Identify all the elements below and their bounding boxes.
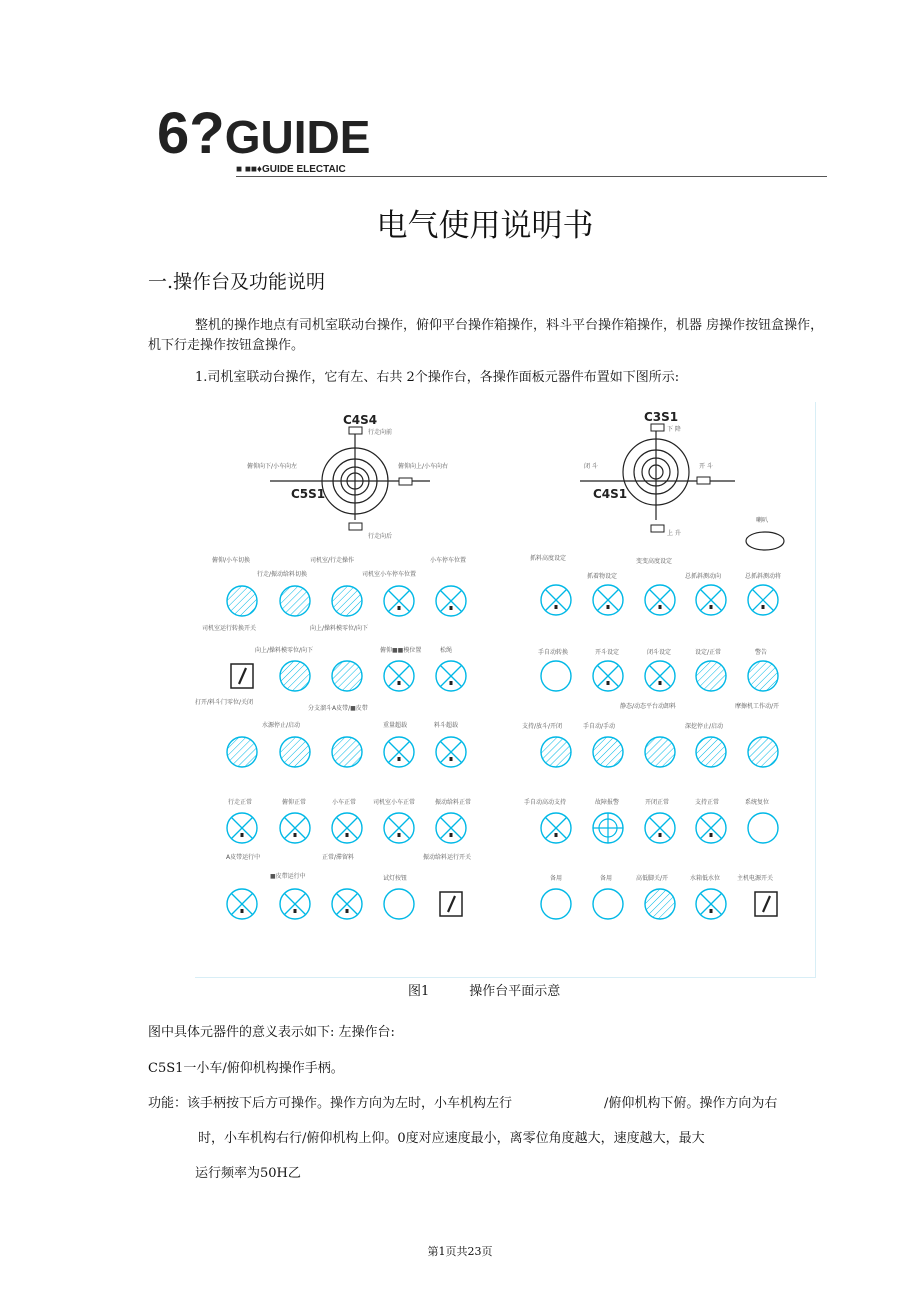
lp-r4-0: 行走正常 <box>228 799 253 806</box>
rp-r3-0: 支持/放斗/开闭 <box>522 723 563 730</box>
rp-r2-0: 手自动转换 <box>538 649 569 656</box>
left-panel-component-14 <box>436 737 466 767</box>
lp-r1b-1: 司机室小车停车位置 <box>362 571 417 578</box>
lp-r5-0: ■皮带运行中 <box>270 873 306 880</box>
rp-r2-2: 闭斗设定 <box>647 649 672 656</box>
right-joystick-label-left: 闭 斗 <box>584 463 598 470</box>
left-panel-component-16 <box>280 813 310 843</box>
lp-r4-bottom-2: 振动给料运行开关 <box>423 854 472 861</box>
rp-r1b-2: 总抓斜测动将 <box>745 573 782 580</box>
horn-button <box>746 532 784 550</box>
right-panel-component-24 <box>755 892 777 916</box>
left-panel-component-4 <box>436 586 466 616</box>
lp-r2-bottom-1: 分支溜斗A皮带/■皮带 <box>308 705 368 712</box>
right-joystick-label-right: 开 斗 <box>699 463 713 470</box>
lp-r4-1: 俯仰正常 <box>282 799 307 806</box>
left-panel-component-5 <box>231 664 253 688</box>
lp-r5-1: 试灯按钮 <box>383 875 408 882</box>
left-panel-component-19 <box>436 813 466 843</box>
rp-r2-3: 设定/正常 <box>695 649 722 656</box>
rp-r4-0: 手自动高动支持 <box>524 799 567 806</box>
right-panel-component-22 <box>645 889 675 919</box>
left-panel-component-18 <box>384 813 414 843</box>
lp-r4-2: 小车正常 <box>332 799 357 806</box>
left-panel-component-8 <box>384 661 414 691</box>
left-panel-component-17 <box>332 813 362 843</box>
left-joystick-label-bottom: 行走向后 <box>368 533 393 540</box>
right-panel-component-13 <box>696 737 726 767</box>
left-joystick-label-left: 俯仰向下/小车向左 <box>247 463 298 470</box>
left-panel-component-23 <box>384 889 414 919</box>
right-panel-component-3 <box>696 585 726 615</box>
right-panel-component-19 <box>748 813 778 843</box>
console-components <box>227 585 778 919</box>
right-panel-component-17 <box>645 813 675 843</box>
lp-r1-bottom-1: 向上/操料模零位/向下 <box>310 625 369 632</box>
left-panel-component-7 <box>332 661 362 691</box>
rp-r4-2: 开闭正常 <box>645 799 670 806</box>
rp-r4-1: 故障报警 <box>595 799 620 806</box>
rp-r1a-1: 变变高度设定 <box>636 558 673 565</box>
lp-r4-3: 司机室小车正常 <box>373 799 416 806</box>
left-panel-component-12 <box>332 737 362 767</box>
horn-label: 喇叭 <box>756 517 769 524</box>
left-joystick <box>270 427 430 530</box>
left-joystick-label-top: 行走向前 <box>368 429 393 436</box>
left-panel-component-22 <box>332 889 362 919</box>
right-panel-component-12 <box>645 737 675 767</box>
intro-paragraph: 整机的操作地点有司机室联动台操作，俯仰平台操作箱操作，料斗平台操作箱操作，机器 房操作按钮盒操作，机下行走操作按钮盒操作。 <box>148 318 824 353</box>
right-panel-component-10 <box>541 737 571 767</box>
right-panel-component-6 <box>593 661 623 691</box>
lp-r3-2: 料斗超载 <box>434 722 459 729</box>
function-line-3: 运行频率为50H乙 <box>195 1166 301 1181</box>
left-panel-component-2 <box>332 586 362 616</box>
left-panel-component-3 <box>384 586 414 616</box>
lp-r1b-0: 行走/振动给料切换 <box>257 571 308 578</box>
logo-word: GUIDE <box>224 111 371 163</box>
rp-r5-4: 主机电源开关 <box>737 875 774 882</box>
lp-r1a-1: 司机室/行走操作 <box>310 557 355 564</box>
rp-r2-bottom-0: 静态/动态平台动卸料 <box>620 703 677 710</box>
document-title: 电气使用说明书 <box>376 208 594 244</box>
right-panel-component-21 <box>593 889 623 919</box>
left-panel-component-1 <box>280 586 310 616</box>
right-panel-component-0 <box>541 585 571 615</box>
right-panel-component-5 <box>541 661 571 691</box>
right-panel-component-4 <box>748 585 778 615</box>
right-panel-component-18 <box>696 813 726 843</box>
lp-r4-bottom-1: 正常/滞留料 <box>322 854 355 861</box>
rp-r3-1: 手自动/手动 <box>583 723 616 730</box>
rp-r2-4: 警告 <box>755 649 768 656</box>
right-panel-component-7 <box>645 661 675 691</box>
function-line-1b: /俯仰机构下俯。操作方向为右 <box>604 1096 778 1111</box>
rp-r5-3: 水箱低水位 <box>690 875 721 882</box>
rp-r5-0: 备用 <box>550 875 563 882</box>
logo-subtitle: ■ ■■♦GUIDE ELECTAIC <box>236 164 346 175</box>
rp-r1b-0: 抓着物设定 <box>587 573 618 580</box>
right-joystick-code-left: C4S1 <box>593 487 628 501</box>
function-line-1a: 功能：该手柄按下后方可操作。操作方向为左时，小车机构左行 <box>148 1096 513 1111</box>
left-panel-component-13 <box>384 737 414 767</box>
left-panel-component-9 <box>436 661 466 691</box>
rp-r2-1: 开斗设定 <box>595 649 620 656</box>
left-joystick-label-right: 俯仰向上/小车向右 <box>398 463 449 470</box>
figure-caption-text: 操作台平面示意 <box>469 984 561 999</box>
figure-caption-number: 图1 <box>408 984 430 999</box>
lp-r1-bottom-0: 司机室运行转换开关 <box>202 625 257 632</box>
right-panel-component-1 <box>593 585 623 615</box>
section-heading: 一.操作台及功能说明 <box>148 271 326 293</box>
right-panel-component-11 <box>593 737 623 767</box>
left-panel-component-6 <box>280 661 310 691</box>
lp-r3-1: 重量超载 <box>383 722 408 729</box>
left-joystick-code-top: C4S4 <box>343 413 378 427</box>
right-panel-component-23 <box>696 889 726 919</box>
lp-r3-0: 水源停止/启动 <box>262 722 301 729</box>
left-panel-component-21 <box>280 889 310 919</box>
lp-r2-2: 松绳 <box>440 647 453 654</box>
right-joystick-label-top: 下 降 <box>667 426 681 433</box>
right-panel-component-2 <box>645 585 675 615</box>
meaning-line: 图中具体元器件的意义表示如下: 左操作台: <box>148 1025 395 1040</box>
left-joystick-code-left: C5S1 <box>291 487 326 501</box>
left-panel-component-15 <box>227 813 257 843</box>
lp-r2-0: 向上/操料模零位/向下 <box>255 647 314 654</box>
left-panel-component-0 <box>227 586 257 616</box>
lp-r2-bottom-0: 打开/料斗门零位/关闭 <box>195 699 254 706</box>
lp-r2-1: 俯仰■■模位置 <box>380 647 422 654</box>
lp-r1a-2: 小车停车位置 <box>430 557 467 564</box>
rp-r5-1: 备用 <box>600 875 613 882</box>
rp-r5-2: 高低脚关/开 <box>636 875 669 882</box>
rp-r4-4: 系统复位 <box>745 799 770 806</box>
right-panel-component-16 <box>593 813 623 843</box>
rp-r4-3: 支持正常 <box>695 799 720 806</box>
page-footer: 第1页共23页 <box>427 1245 493 1258</box>
left-panel-component-10 <box>227 737 257 767</box>
figure-caption <box>408 980 600 999</box>
right-panel-component-14 <box>748 737 778 767</box>
rp-r1a-0: 抓料高度设定 <box>530 555 567 562</box>
lp-r4-bottom-0: A皮带运行中 <box>226 854 261 861</box>
lp-r1a-0: 俯仰/小车切换 <box>212 557 251 564</box>
right-joystick-label-bottom: 上 升 <box>667 530 681 537</box>
rp-r1b-1: 总抓斜测动向 <box>685 573 722 580</box>
function-line-2: 时，小车机构右行/俯仰机构上仰。0度对应速度最小，离零位角度越大，速度越大，最大 <box>198 1131 705 1146</box>
right-joystick-code-top: C3S1 <box>644 410 679 424</box>
right-panel-component-15 <box>541 813 571 843</box>
rp-r3-2: 深挖停止/启动 <box>685 723 724 730</box>
left-panel-component-11 <box>280 737 310 767</box>
right-panel-component-9 <box>748 661 778 691</box>
logo-prefix: 6? <box>157 101 225 166</box>
left-panel-component-20 <box>227 889 257 919</box>
rp-r2-bottom-1: 摩擦机工作动/开 <box>735 703 780 710</box>
item1-paragraph: 1.司机室联动台操作，它有左、右共 2个操作台，各操作面板元器件布置如下图所示: <box>195 370 680 385</box>
right-panel-component-8 <box>696 661 726 691</box>
right-panel-component-20 <box>541 889 571 919</box>
c5s1-line: C5S1一小车/俯仰机构操作手柄。 <box>148 1061 344 1076</box>
left-panel-component-24 <box>440 892 462 916</box>
lp-r4-4: 振动给料正常 <box>435 799 472 806</box>
